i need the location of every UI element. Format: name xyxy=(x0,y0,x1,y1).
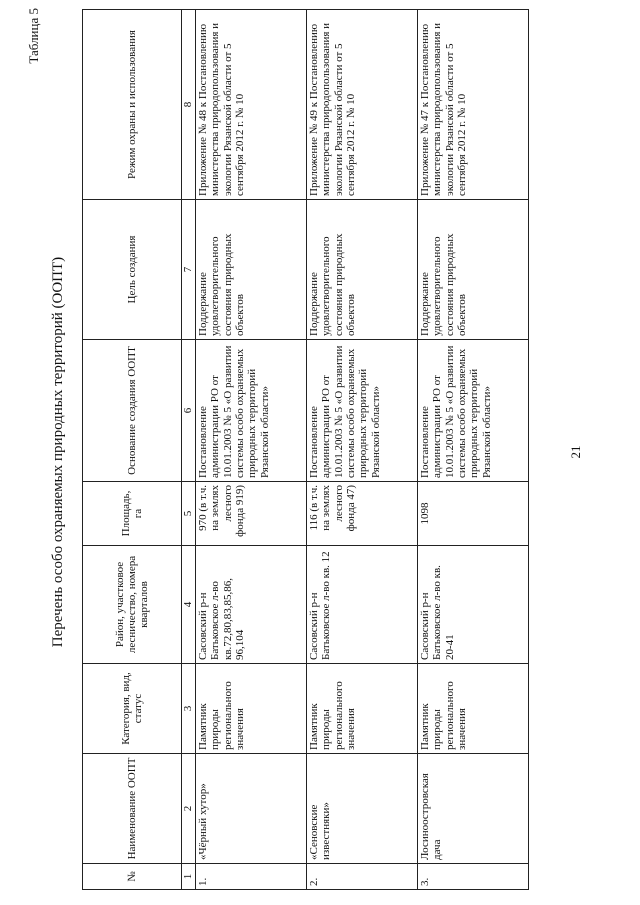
area-category: Памятник природы регионального значения xyxy=(307,664,418,754)
column-number: 7 xyxy=(182,200,196,340)
row-number: 3. xyxy=(418,864,529,890)
row-number: 1. xyxy=(196,864,307,890)
area-regime: Приложение № 49 к Постановлению министерства природопользования и экологии Рязанской области от 5 сентября 2012 г. № 10 xyxy=(307,10,418,200)
area-district: Сасовский р-н Батьковское л-во кв.72,80,83,85,86, 96,104 xyxy=(196,546,307,664)
header-basis: Основание создания ООПТ xyxy=(83,340,182,482)
header-category: Категория, вид, статус xyxy=(83,664,182,754)
area-regime: Приложение № 48 к Постановлению министерства природопользования и экологии Рязанской области от 5 сентября 2012 г. № 10 xyxy=(196,10,307,200)
column-number: 8 xyxy=(182,10,196,200)
header-goal: Цель создания xyxy=(83,200,182,340)
column-number: 6 xyxy=(182,340,196,482)
row-number: 2. xyxy=(307,864,418,890)
area-name: Лосиноостровская дача xyxy=(418,754,529,864)
area-category: Памятник природы регионального значения xyxy=(196,664,307,754)
protected-areas-table xyxy=(82,9,529,890)
area-name: «Чёрный хутор» xyxy=(196,754,307,864)
area-district: Сасовский р-н Батьковское л-во кв. 20-41 xyxy=(418,546,529,664)
area-category: Памятник природы регионального значения xyxy=(418,664,529,754)
header-num: № xyxy=(83,864,182,890)
area-goal: Поддержание удовлетворительного состояния природных объектов xyxy=(418,200,529,340)
table-row xyxy=(418,10,529,890)
rotated-page xyxy=(20,2,620,902)
header-district: Район, участковое лесничество, номера кварталов xyxy=(83,546,182,664)
column-number: 1 xyxy=(182,864,196,890)
table-row xyxy=(196,10,307,890)
header-row xyxy=(83,10,182,890)
page-title: Перечень особо охраняемых природных территорий (ООПТ) xyxy=(50,256,66,648)
area-regime: Приложение № 47 к Постановлению министерства природопользования и экологии Рязанской области от 5 сентября 2012 г. № 10 xyxy=(418,10,529,200)
area-basis: Постановление администрации РО от 10.01.2003 № 5 «О развитии системы особо охраняемых природных территорий Рязанской области» xyxy=(418,340,529,482)
header-area: Площадь, га xyxy=(83,482,182,546)
table-label: Таблица 5 xyxy=(26,8,41,64)
area-goal: Поддержание удовлетворительного состояния природных объектов xyxy=(307,200,418,340)
column-number: 4 xyxy=(182,546,196,664)
column-number: 5 xyxy=(182,482,196,546)
area-basis: Постановление администрации РО от 10.01.2003 № 5 «О развитии системы особо охраняемых природных территорий Рязанской области» xyxy=(196,340,307,482)
header-regime: Режим охраны и использования xyxy=(83,10,182,200)
area-size: 116 (в т.ч. на землях лесного фонда 47) xyxy=(307,482,418,546)
header-name: Наименование ООПТ xyxy=(83,754,182,864)
area-size: 970 (в т.ч. на землях лесного фонда 919) xyxy=(196,482,307,546)
column-number: 3 xyxy=(182,664,196,754)
area-district: Сасовский р-н Батьковское л-во кв. 12 xyxy=(307,546,418,664)
area-name: «Сеновские известняки» xyxy=(307,754,418,864)
area-goal: Поддержание удовлетворительного состояния природных объектов xyxy=(196,200,307,340)
column-number-row xyxy=(182,10,196,890)
page-number: 21 xyxy=(568,445,583,459)
column-number: 2 xyxy=(182,754,196,864)
area-size: 1098 xyxy=(418,482,529,546)
table-row xyxy=(307,10,418,890)
area-basis: Постановление администрации РО от 10.01.2003 № 5 «О развитии системы особо охраняемых природных территорий Рязанской области» xyxy=(307,340,418,482)
